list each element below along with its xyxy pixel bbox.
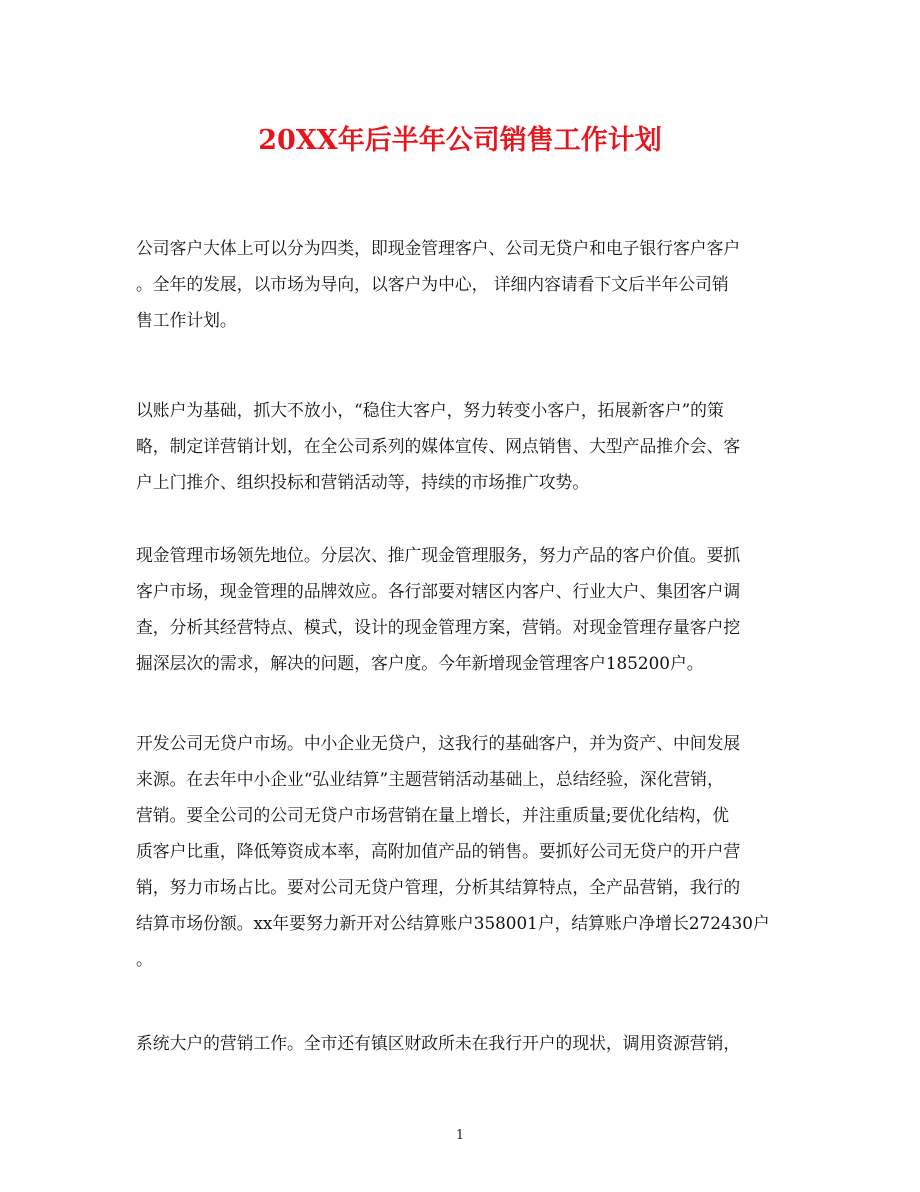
paragraph-line: 开发公司无贷户市场。中小企业无贷户，这我行的基础客户，并为资产、中间发展 bbox=[136, 733, 741, 753]
page-number: 1 bbox=[455, 1128, 465, 1143]
paragraph-line: 来源。在去年中小企业“弘业结算”主题营销活动基础上，总结经验，深化营销， bbox=[136, 769, 724, 789]
document-title: 20XX年后半年公司销售工作计划 bbox=[258, 125, 662, 156]
paragraph-line: 略，制定详营销计划，在全公司系列的媒体宣传、网点销售、大型产品推介会、客 bbox=[136, 436, 741, 456]
paragraph-line: 客户市场，现金管理的品牌效应。各行部要对辖区内客户、行业大户、集团客户调 bbox=[136, 581, 741, 601]
paragraph-3 bbox=[136, 537, 788, 681]
paragraph-4 bbox=[136, 725, 788, 977]
paragraph-line: 查，分析其经营特点、模式，设计的现金管理方案，营销。对现金管理存量客户挖 bbox=[136, 617, 741, 637]
paragraph-line: 结算市场份额。xx年要努力新开对公结算账户358001户，结算账户净增长272430户 bbox=[136, 913, 770, 933]
paragraph-line: 以账户为基础，抓大不放小，“稳住大客户，努力转变小客户，拓展新客户”的策 bbox=[136, 400, 724, 420]
paragraph-5 bbox=[136, 1025, 788, 1061]
paragraph-line: 户上门推介、组织投标和营销活动等，持续的市场推广攻势。 bbox=[136, 472, 590, 492]
paragraph-line: 公司客户大体上可以分为四类，即现金管理客户、公司无贷户和电子银行客户客户 bbox=[136, 238, 741, 258]
paragraph-line: 营销。要全公司的公司无贷户市场营销在量上增长，并注重质量;要优化结构，优 bbox=[136, 805, 730, 825]
paragraph-line: 销，努力市场占比。要对公司无贷户管理，分析其结算特点，全产品营销，我行的 bbox=[136, 877, 741, 897]
paragraph-line: 质客户比重，降低筹资成本率，高附加值产品的销售。要抓好公司无贷户的开户营 bbox=[136, 841, 741, 861]
paragraph-line: 售工作计划。 bbox=[136, 310, 237, 330]
paragraph-line: 掘深层次的需求，解决的问题，客户度。今年新增现金管理客户185200户。 bbox=[136, 653, 704, 673]
paragraph-2 bbox=[136, 392, 788, 500]
paragraph-line: 。全年的发展，以市场为导向，以客户为中心， 详细内容请看下文后半年公司销 bbox=[136, 274, 729, 294]
paragraph-line: 。 bbox=[136, 949, 153, 969]
paragraph-1 bbox=[136, 230, 788, 338]
paragraph-line: 现金管理市场领先地位。分层次、推广现金管理服务，努力产品的客户价值。要抓 bbox=[136, 545, 741, 565]
paragraph-line: 系统大户的营销工作。全市还有镇区财政所未在我行开户的现状，调用资源营销， bbox=[136, 1033, 741, 1053]
